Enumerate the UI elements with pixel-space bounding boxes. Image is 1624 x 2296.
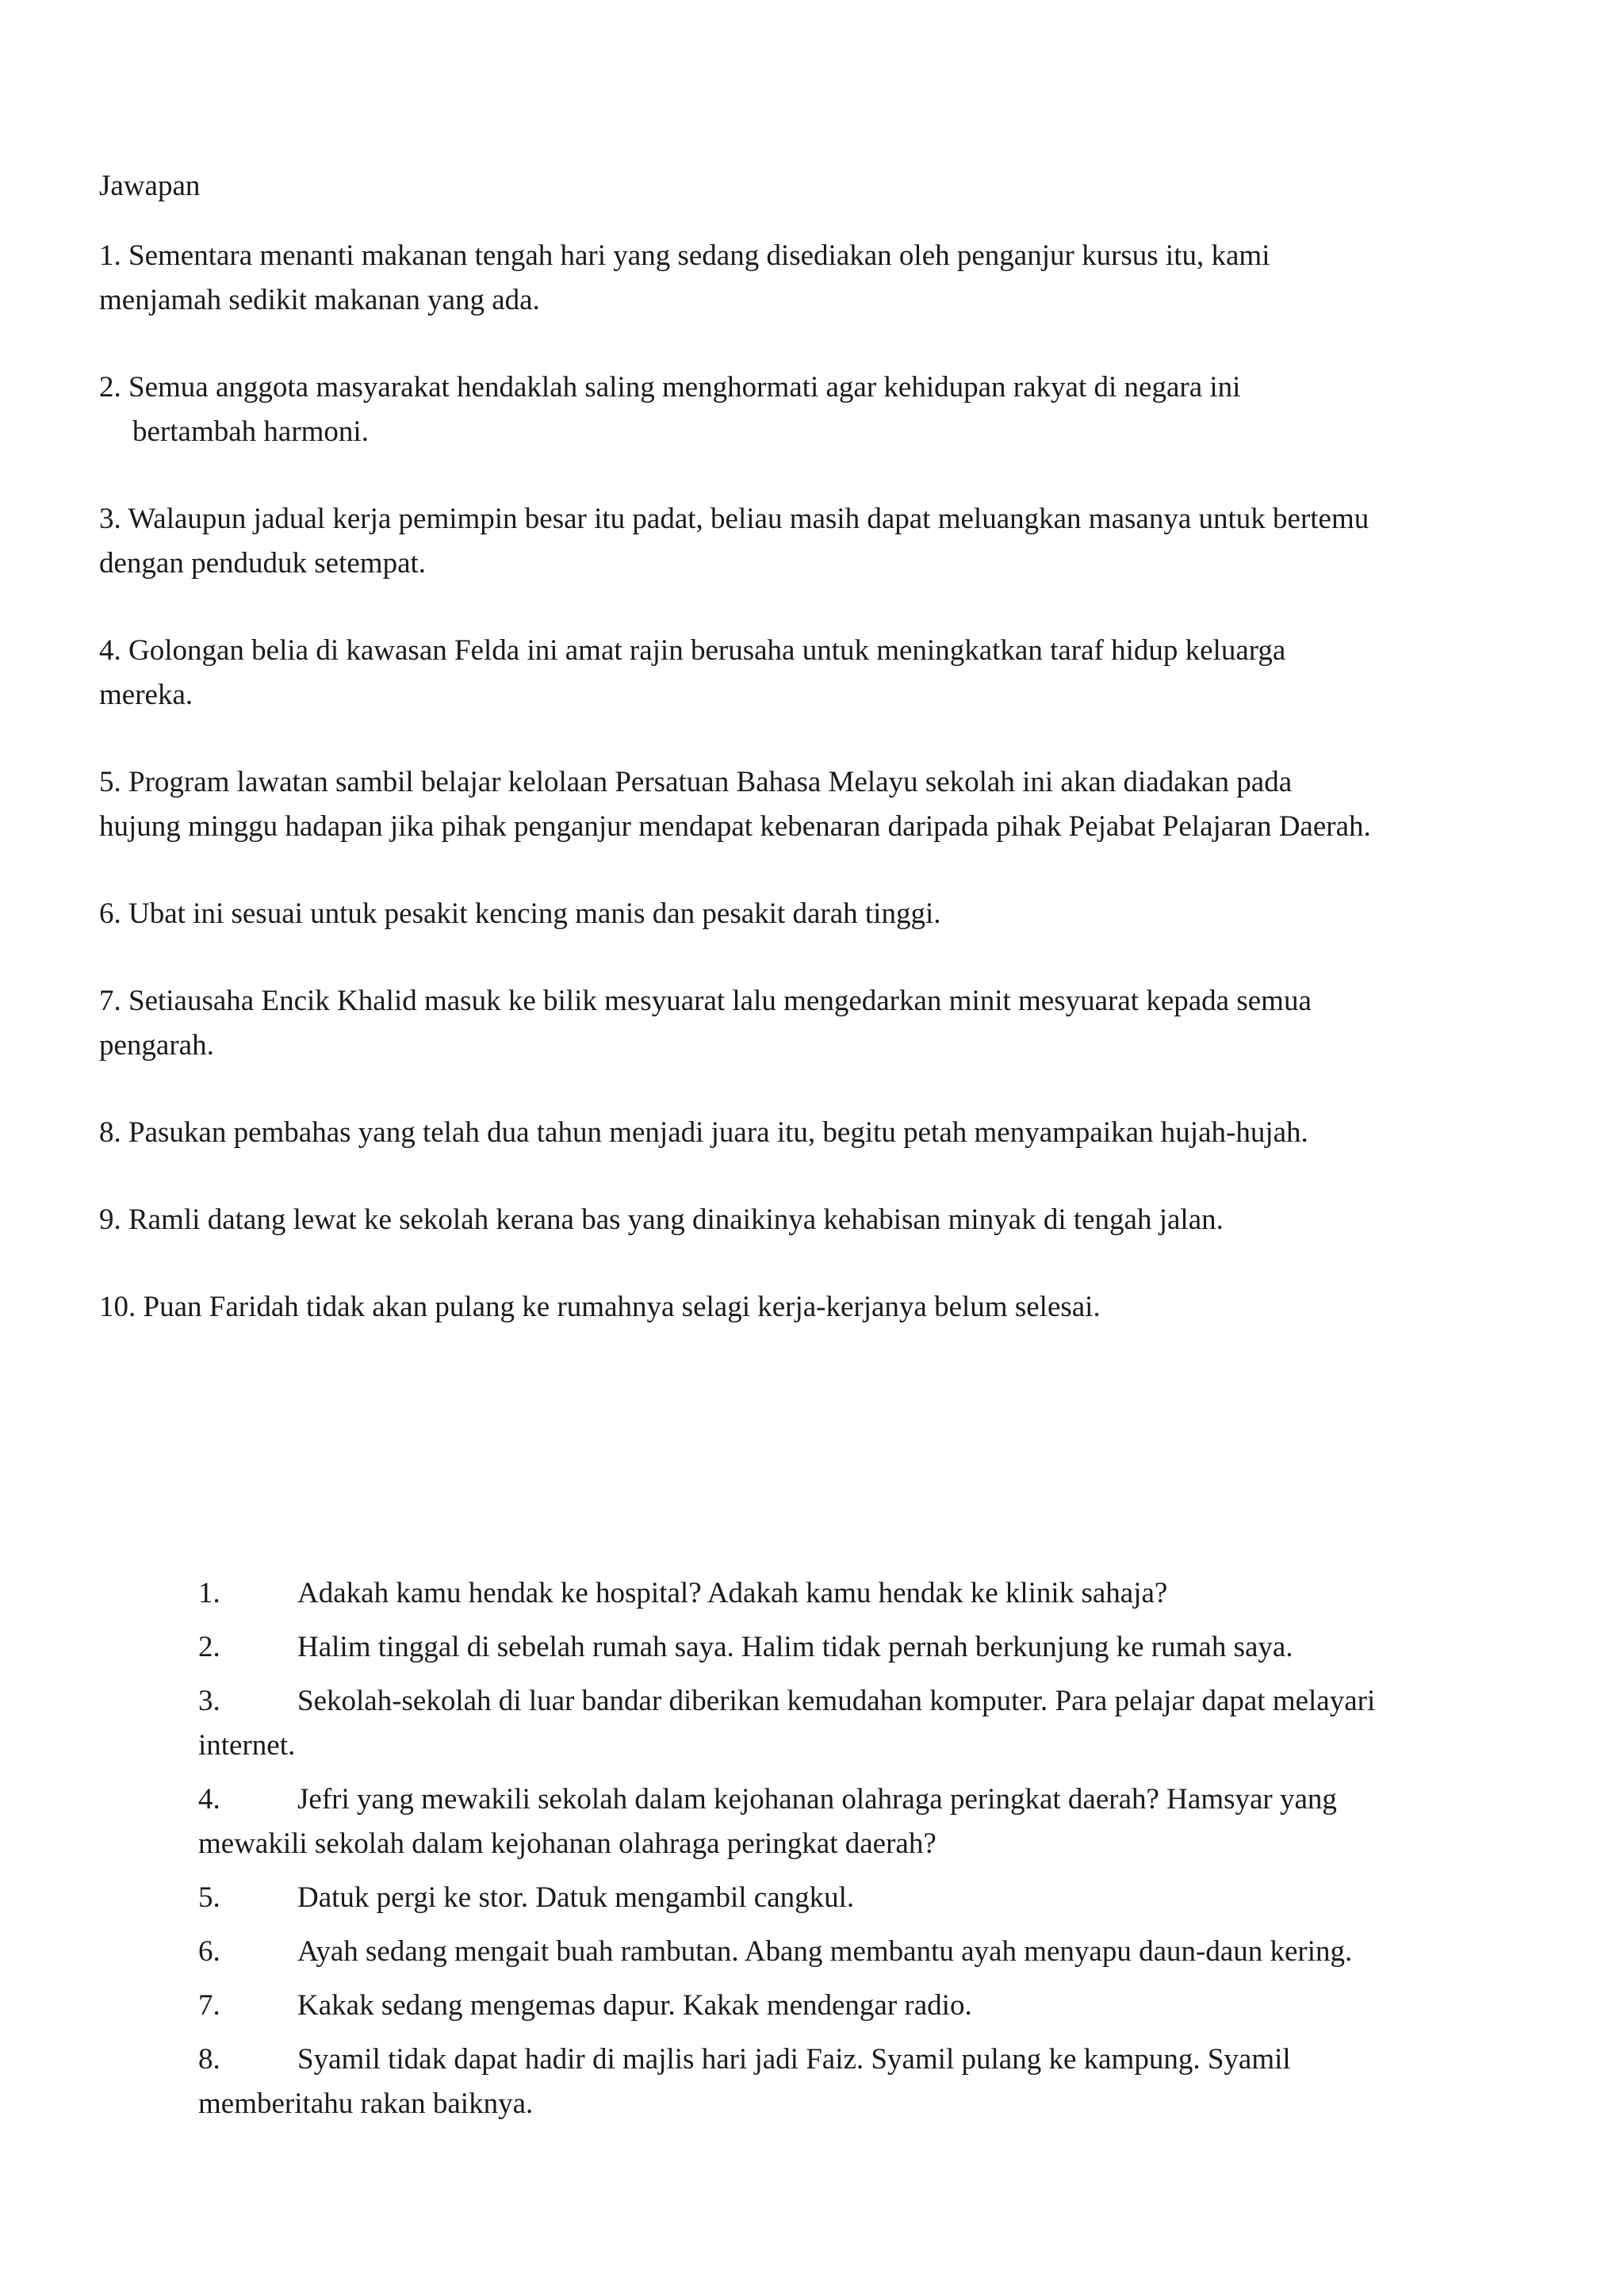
answer-line: 1. Sementara menanti makanan tengah hari yang sedang disediakan oleh penganjur kursus itu, kami [99, 239, 1270, 272]
answer-line: 8. Pasukan pembahas yang telah dua tahun menjadi juara itu, begitu petah menyampaikan hujah-hujah. [99, 1116, 1308, 1149]
answer-line: 6. Ubat ini sesuai untuk pesakit kencing manis dan pesakit darah tinggi. [99, 897, 941, 930]
question-line [198, 1930, 1538, 1974]
question-item [198, 1571, 1538, 1616]
answer-item [99, 629, 1526, 718]
question-continuation: internet. [198, 1729, 296, 1762]
answer-line: dengan penduduk setempat. [99, 547, 427, 580]
answer-line: 2. Semua anggota masyarakat hendaklah saling menghormati agar kehidupan rakyat di negara ini [99, 371, 1241, 404]
question-continuation: mewakili sekolah dalam kejohanan olahraga peringkat daerah? [198, 1827, 936, 1860]
question-text: Syamil tidak dapat hadir di majlis hari jadi Faiz. Syamil pulang ke kampung. Syamil [297, 2043, 1291, 2076]
question-number: 4. [198, 1783, 220, 1816]
question-item [198, 1876, 1538, 1920]
page-heading: Jawapan [99, 170, 201, 202]
answer-item [99, 1198, 1526, 1242]
answer-item [99, 760, 1526, 849]
question-line [198, 1571, 1538, 1616]
answer-line: 3. Walaupun jadual kerja pemimpin besar itu padat, beliau masih dapat meluangkan masanya untuk bertemu [99, 503, 1369, 535]
answer-line: 10. Puan Faridah tidak akan pulang ke rumahnya selagi kerja-kerjanya belum selesai. [99, 1291, 1101, 1323]
answer-line: 7. Setiausaha Encik Khalid masuk ke bilik mesyuarat lalu mengedarkan minit mesyuarat kepada semua [99, 985, 1312, 1017]
question-text: Sekolah-sekolah di luar bandar diberikan kemudahan komputer. Para pelajar dapat melayari [297, 1685, 1376, 1717]
answer-item [99, 892, 1526, 936]
answer-line: 5. Program lawatan sambil belajar kelolaan Persatuan Bahasa Melayu sekolah ini akan diadakan pada [99, 766, 1293, 798]
question-number: 8. [198, 2043, 220, 2076]
answer-line: bertambah harmoni. [132, 415, 369, 448]
question-line [198, 2038, 1538, 2082]
question-number: 1. [198, 1577, 220, 1609]
question-item [198, 1777, 1538, 1866]
question-number: 3. [198, 1685, 220, 1717]
question-list [198, 1571, 1538, 2136]
question-text: Ayah sedang mengait buah rambutan. Abang membantu ayah menyapu daun-daun kering. [297, 1935, 1353, 1968]
answer-item [99, 365, 1526, 454]
question-line [198, 1777, 1538, 1822]
question-line [198, 1625, 1538, 1670]
question-number: 6. [198, 1935, 220, 1968]
answer-item [99, 1285, 1526, 1330]
question-item [198, 1984, 1538, 2028]
question-item [198, 1679, 1538, 1768]
question-continuation: memberitahu rakan baiknya. [198, 2087, 534, 2120]
question-text: Kakak sedang mengemas dapur. Kakak mendengar radio. [297, 1989, 972, 2022]
answer-line: 9. Ramli datang lewat ke sekolah kerana bas yang dinaikinya kehabisan minyak di tengah jalan. [99, 1203, 1224, 1236]
question-number: 5. [198, 1881, 220, 1914]
answer-line: mereka. [99, 679, 193, 711]
answer-line: 4. Golongan belia di kawasan Felda ini amat rajin berusaha untuk meningkatkan taraf hidup keluarga [99, 634, 1286, 667]
question-text: Adakah kamu hendak ke hospital? Adakah kamu hendak ke klinik sahaja? [297, 1577, 1168, 1609]
answer-item [99, 497, 1526, 586]
answer-item [99, 979, 1526, 1068]
question-text: Jefri yang mewakili sekolah dalam kejohanan olahraga peringkat daerah? Hamsyar yang [297, 1783, 1337, 1816]
answer-line: pengarah. [99, 1029, 214, 1062]
question-text: Halim tinggal di sebelah rumah saya. Halim tidak pernah berkunjung ke rumah saya. [297, 1631, 1293, 1663]
question-line [198, 1984, 1538, 2028]
answer-list [99, 234, 1526, 1372]
question-item [198, 1930, 1538, 1974]
answer-line: menjamah sedikit makanan yang ada. [99, 284, 540, 316]
question-number: 7. [198, 1989, 220, 2022]
question-item [198, 2038, 1538, 2126]
question-number: 2. [198, 1631, 220, 1663]
question-line [198, 1679, 1538, 1724]
answer-item [99, 1111, 1526, 1155]
answer-item [99, 234, 1526, 323]
question-text: Datuk pergi ke stor. Datuk mengambil cangkul. [297, 1881, 855, 1914]
question-line [198, 1876, 1538, 1920]
question-item [198, 1625, 1538, 1670]
answer-line: hujung minggu hadapan jika pihak penganjur mendapat kebenaran daripada pihak Pejabat Pelajaran Daerah. [99, 810, 1371, 843]
